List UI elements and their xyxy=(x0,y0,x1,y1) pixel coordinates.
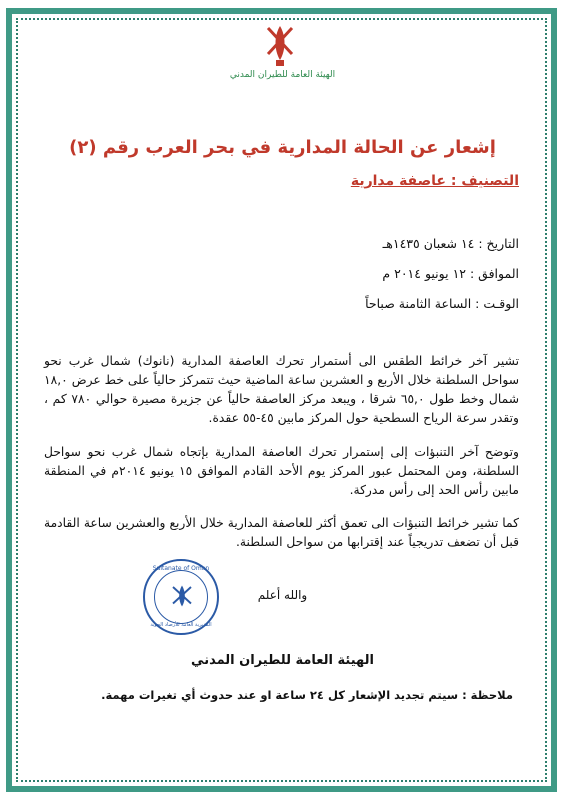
paragraph-3: كما تشير خرائط التنبؤات الى تعمق أكثر للعاصفة المدارية خلال الأربع والعشرين ساعة القادمة قبل أن تضعف تدريجياً عند إقترابها من سواحل السلطنة. xyxy=(44,516,519,549)
stamp-top-text: Sultanate of Oman xyxy=(152,565,210,572)
paragraph-1: تشير آخر خرائط الطقس الى أستمرار تحرك العاصفة المدارية (نانوك) شمال غرب نحو سواحل السلطنة خلال الأربع و العشرين ساعة الماضية حيث تتمركز حالياً على خط عرض ١٨,٠ شمال وخط طول ٦٥,٠ شرقا ، ويبعد مركز العاصفة حالياً عن جزيرة مصيرة حوالي ٧٨٠ كم ، وتقدر سرعة الرياح السطحية حول المركز مابين ٤٥-٥٥ عقدة. xyxy=(44,354,520,425)
date-line: التاريخ : ١٤ شعبان ١٤٣٥هـ xyxy=(382,236,519,251)
corresponding-date-line: الموافق : ١٢ يونيو ٢٠١٤ م xyxy=(382,266,519,281)
footnote: ملاحظة : سيتم تجديد الإشعار كل ٢٤ ساعة او عند حدوث أي تغيرات مهمة. xyxy=(101,688,513,702)
notice-title: إشعار عن الحالة المدارية في بحر العرب رقم (٢) xyxy=(69,137,496,158)
org-name-header: الهيئة العامة للطيران المدني xyxy=(229,70,336,80)
authority-signature: الهيئة العامة للطيران المدني xyxy=(191,653,374,668)
oman-emblem-icon xyxy=(260,20,300,70)
paragraph-2: وتوضح آخر التنبؤات إلى إستمرار تحرك العاصفة المدارية بإتجاه شمال غرب نحو سواحل السلطنة، ومن المحتمل عبور المركز يوم الأحد القادم الموافق ١٥ يونيو ٢٠١٤م في المنطقة مابين رأس الحد إلى رأس مدركة. xyxy=(44,445,519,497)
time-line: الوقـت : الساعة الثامنة صباحاً xyxy=(365,296,519,311)
farewell-text: والله أعلم xyxy=(257,588,308,602)
classification: التصنيف : عاصفة مدارية xyxy=(350,173,519,189)
stamp-bottom-text: المديرية العامة للأرصاد الجوية xyxy=(150,622,212,628)
